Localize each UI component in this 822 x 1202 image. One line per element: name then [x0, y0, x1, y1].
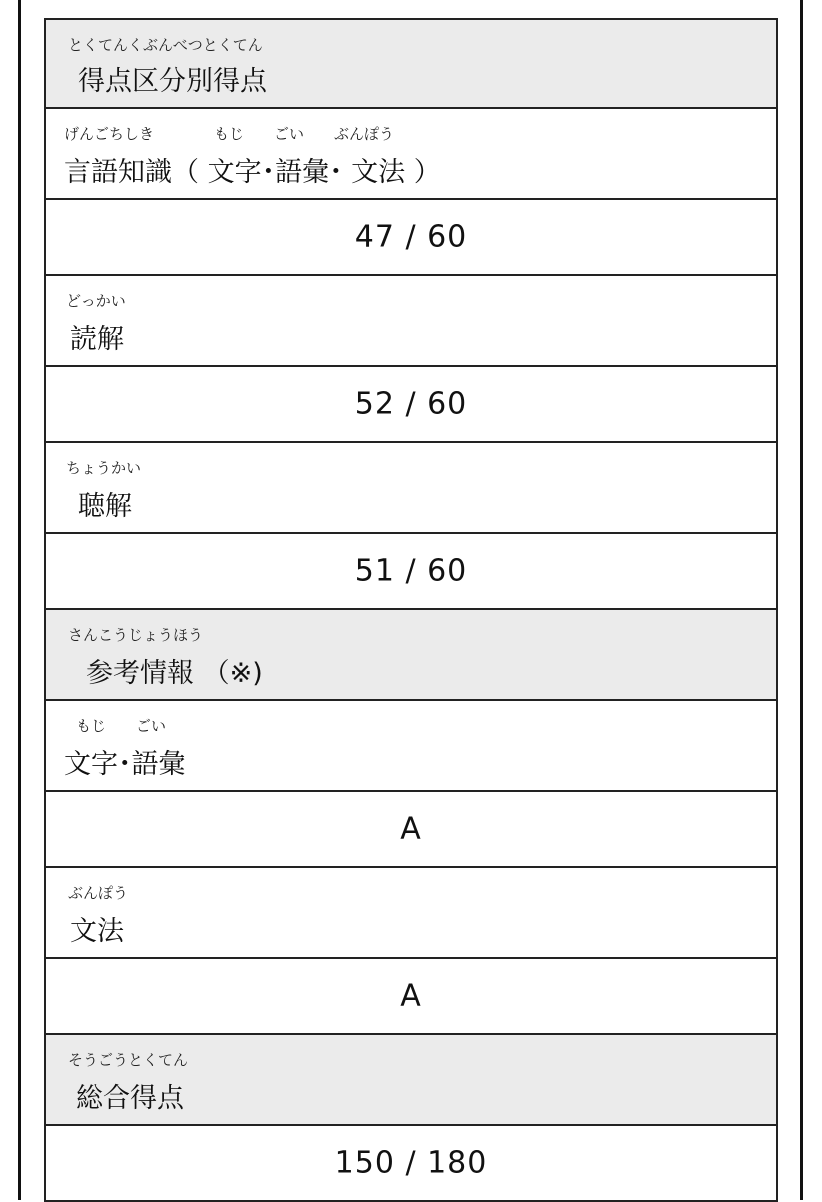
section-title: 得点区分別得点 [78, 66, 267, 97]
right-border-line [800, 0, 803, 1200]
row-grammar [44, 868, 778, 959]
furigana: さんこうじょうほう [68, 626, 204, 644]
subject-label: 聴解 [78, 491, 132, 522]
section-header-scores-by-section [44, 18, 778, 109]
subject-label: 言語知識（ 文字･語彙･ 文法 ） [64, 157, 441, 188]
furigana: そうごうとくてん [68, 1051, 189, 1069]
score-reading [44, 367, 778, 443]
score-language-knowledge [44, 200, 778, 276]
section-header-reference-info [44, 610, 778, 701]
furigana: ぶんぽう [68, 884, 129, 902]
furigana: とくてんくぶんべつとくてん [68, 36, 263, 54]
score-value: 51 / 60 [354, 553, 468, 589]
grade-value: A [400, 978, 422, 1014]
left-border-line [18, 0, 21, 1200]
row-language-knowledge [44, 109, 778, 200]
subject-label: 読解 [70, 324, 124, 355]
section-header-total-score [44, 1035, 778, 1126]
grade-value: A [400, 811, 422, 847]
furigana: げんごちしき もじ ごい ぶんぽう [64, 125, 395, 143]
grade-vocabulary [44, 792, 778, 868]
page-top-edge [0, 0, 822, 6]
score-value: 52 / 60 [354, 386, 468, 422]
section-title: 参考情報 （※) [86, 658, 263, 689]
row-vocabulary [44, 701, 778, 792]
score-value: 150 / 180 [334, 1145, 488, 1181]
subject-label: 文字･語彙 [64, 749, 186, 780]
score-listening [44, 534, 778, 610]
score-report-table [44, 18, 778, 1202]
row-listening [44, 443, 778, 534]
furigana: もじ ごい [76, 717, 167, 735]
furigana: ちょうかい [66, 459, 142, 477]
grade-grammar [44, 959, 778, 1035]
subject-label: 文法 [70, 916, 124, 947]
row-reading [44, 276, 778, 367]
section-title: 総合得点 [76, 1083, 184, 1114]
score-value: 47 / 60 [354, 219, 468, 255]
furigana: どっかい [66, 292, 126, 310]
score-total [44, 1126, 778, 1202]
